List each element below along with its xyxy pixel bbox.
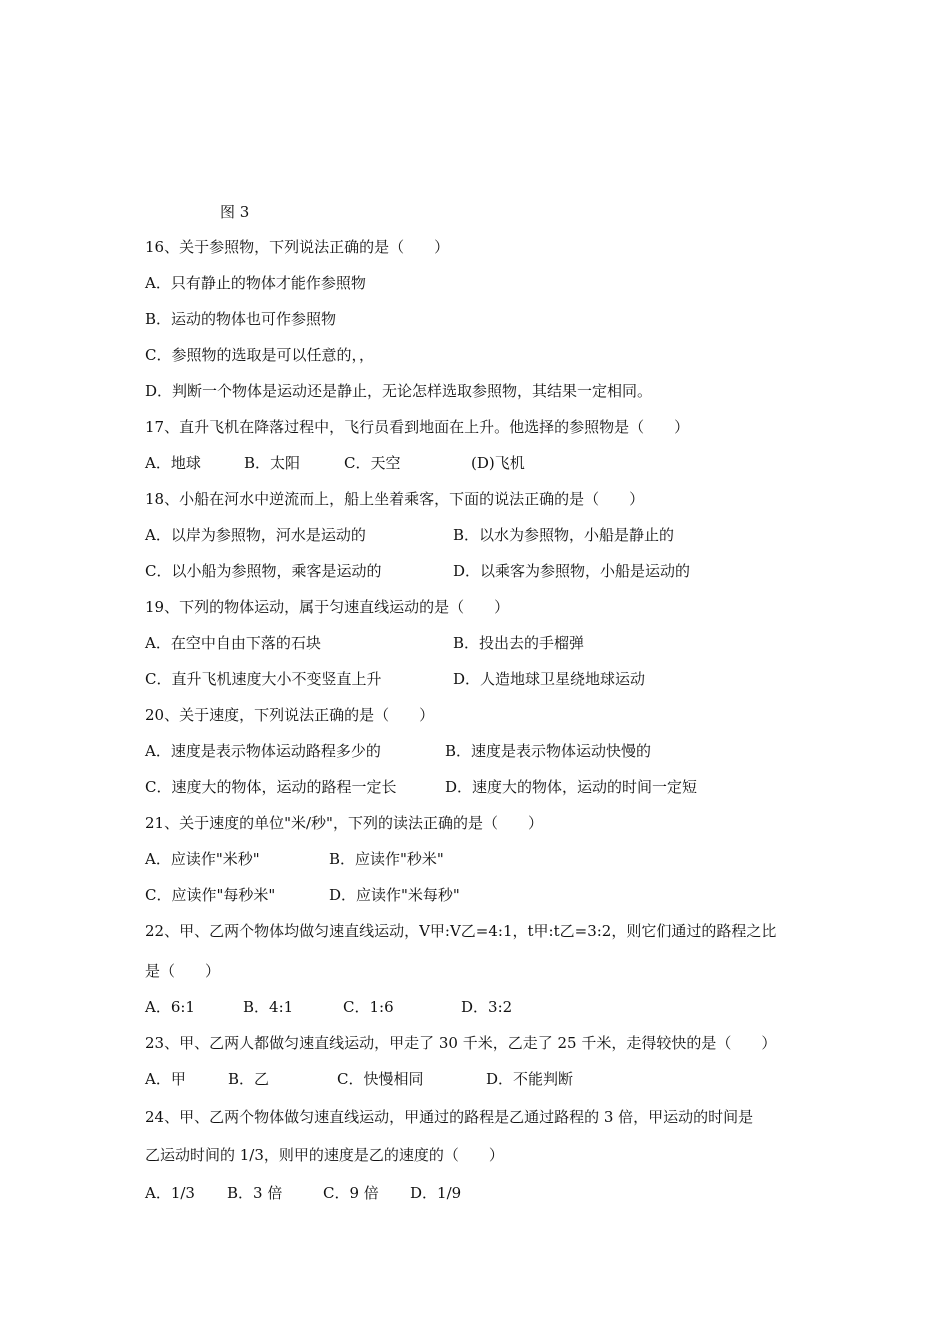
question-18-option-a: A．以岸为参照物，河水是运动的 [145, 526, 366, 544]
question-23-options [145, 1069, 573, 1089]
question-19-stem: 19、下列的物体运动，属于匀速直线运动的是（ ） [145, 598, 510, 616]
figure-label: 图 3 [220, 203, 250, 221]
question-16-stem: 16、关于参照物，下列说法正确的是（ ） [145, 238, 450, 256]
question-23-option-c: C．快慢相同 [337, 1070, 424, 1088]
question-23-option-a: A．甲 [145, 1070, 186, 1088]
question-21-options-cd [145, 885, 460, 905]
question-23-stem: 23、甲、乙两人都做匀速直线运动，甲走了 30 千米，乙走了 25 千米，走得较快的是（ ） [145, 1034, 777, 1052]
question-17-option-a: A．地球 [145, 454, 201, 472]
question-20-option-a: A．速度是表示物体运动路程多少的 [145, 742, 381, 760]
question-22-option-d: D．3:2 [461, 998, 513, 1016]
question-24-stem-line-1: 24、甲、乙两个物体做匀速直线运动，甲通过的路程是乙通过路程的 3 倍，甲运动的时间是 [145, 1108, 754, 1126]
question-20-option-d: D．速度大的物体，运动的时间一定短 [445, 778, 698, 796]
question-21-option-a: A．应读作"米秒" [145, 850, 260, 868]
question-18-option-b: B．以水为参照物，小船是静止的 [453, 526, 675, 544]
question-18-option-c: C．以小船为参照物，乘客是运动的 [145, 562, 382, 580]
question-24-option-c: C．9 倍 [323, 1184, 379, 1202]
question-19-option-c: C．直升飞机速度大小不变竖直上升 [145, 670, 382, 688]
question-19-options-cd [145, 669, 645, 689]
question-24-option-a: A．1/3 [145, 1184, 195, 1202]
question-19-option-d: D．人造地球卫星绕地球运动 [453, 670, 646, 688]
question-24-options [145, 1183, 461, 1203]
question-17-stem: 17、直升飞机在降落过程中，飞行员看到地面在上升。他选择的参照物是（ ） [145, 418, 690, 436]
question-18-options-cd [145, 561, 690, 581]
question-16-option-a: A．只有静止的物体才能作参照物 [145, 274, 366, 292]
question-21-options-ab [145, 849, 444, 869]
question-17-option-b: B．太阳 [244, 454, 301, 472]
question-22-option-a: A．6:1 [145, 998, 195, 1016]
question-17-option-d: (D)飞机 [471, 454, 525, 472]
question-20-options-cd [145, 777, 697, 797]
question-20-stem: 20、关于速度，下列说法正确的是（ ） [145, 706, 435, 724]
question-24-option-b: B．3 倍 [227, 1184, 283, 1202]
question-22-stem-line-1: 22、甲、乙两个物体均做匀速直线运动，V甲:V乙=4:1，t甲:t乙=3:2，则它们通过的路程之比 [145, 922, 777, 940]
question-17-option-c: C．天空 [344, 454, 401, 472]
question-19-options-ab [145, 633, 584, 653]
question-16-option-d: D．判断一个物体是运动还是静止，无论怎样选取参照物，其结果一定相同。 [145, 382, 653, 400]
question-22-option-c: C．1:6 [343, 998, 394, 1016]
question-21-stem: 21、关于速度的单位"米/秒"，下列的读法正确的是（ ） [145, 814, 543, 832]
question-18-option-d: D．以乘客为参照物，小船是运动的 [453, 562, 691, 580]
question-22-stem-line-2: 是（ ） [145, 962, 221, 980]
question-16-option-b: B．运动的物体也可作参照物 [145, 310, 337, 328]
question-21-option-b: B．应读作"秒米" [329, 850, 444, 868]
question-20-options-ab [145, 741, 651, 761]
question-18-stem: 18、小船在河水中逆流而上，船上坐着乘客，下面的说法正确的是（ ） [145, 490, 645, 508]
question-19-option-b: B．投出去的手榴弹 [453, 634, 585, 652]
question-23-option-d: D．不能判断 [486, 1070, 574, 1088]
question-24-stem-line-2: 乙运动时间的 1/3，则甲的速度是乙的速度的（ ） [145, 1146, 504, 1164]
question-19-option-a: A．在空中自由下落的石块 [145, 634, 321, 652]
question-16-option-c: C．参照物的选取是可以任意的，， [145, 346, 374, 364]
question-21-option-d: D．应读作"米每秒" [329, 886, 460, 904]
question-22-option-b: B．4:1 [243, 998, 294, 1016]
question-20-option-c: C．速度大的物体，运动的路程一定长 [145, 778, 397, 796]
question-20-option-b: B．速度是表示物体运动快慢的 [445, 742, 652, 760]
question-17-options [145, 453, 525, 473]
question-21-option-c: C．应读作"每秒米" [145, 886, 276, 904]
question-23-option-b: B．乙 [228, 1070, 270, 1088]
question-18-options-ab [145, 525, 674, 545]
question-24-option-d: D．1/9 [410, 1184, 462, 1202]
question-22-options [145, 997, 512, 1017]
